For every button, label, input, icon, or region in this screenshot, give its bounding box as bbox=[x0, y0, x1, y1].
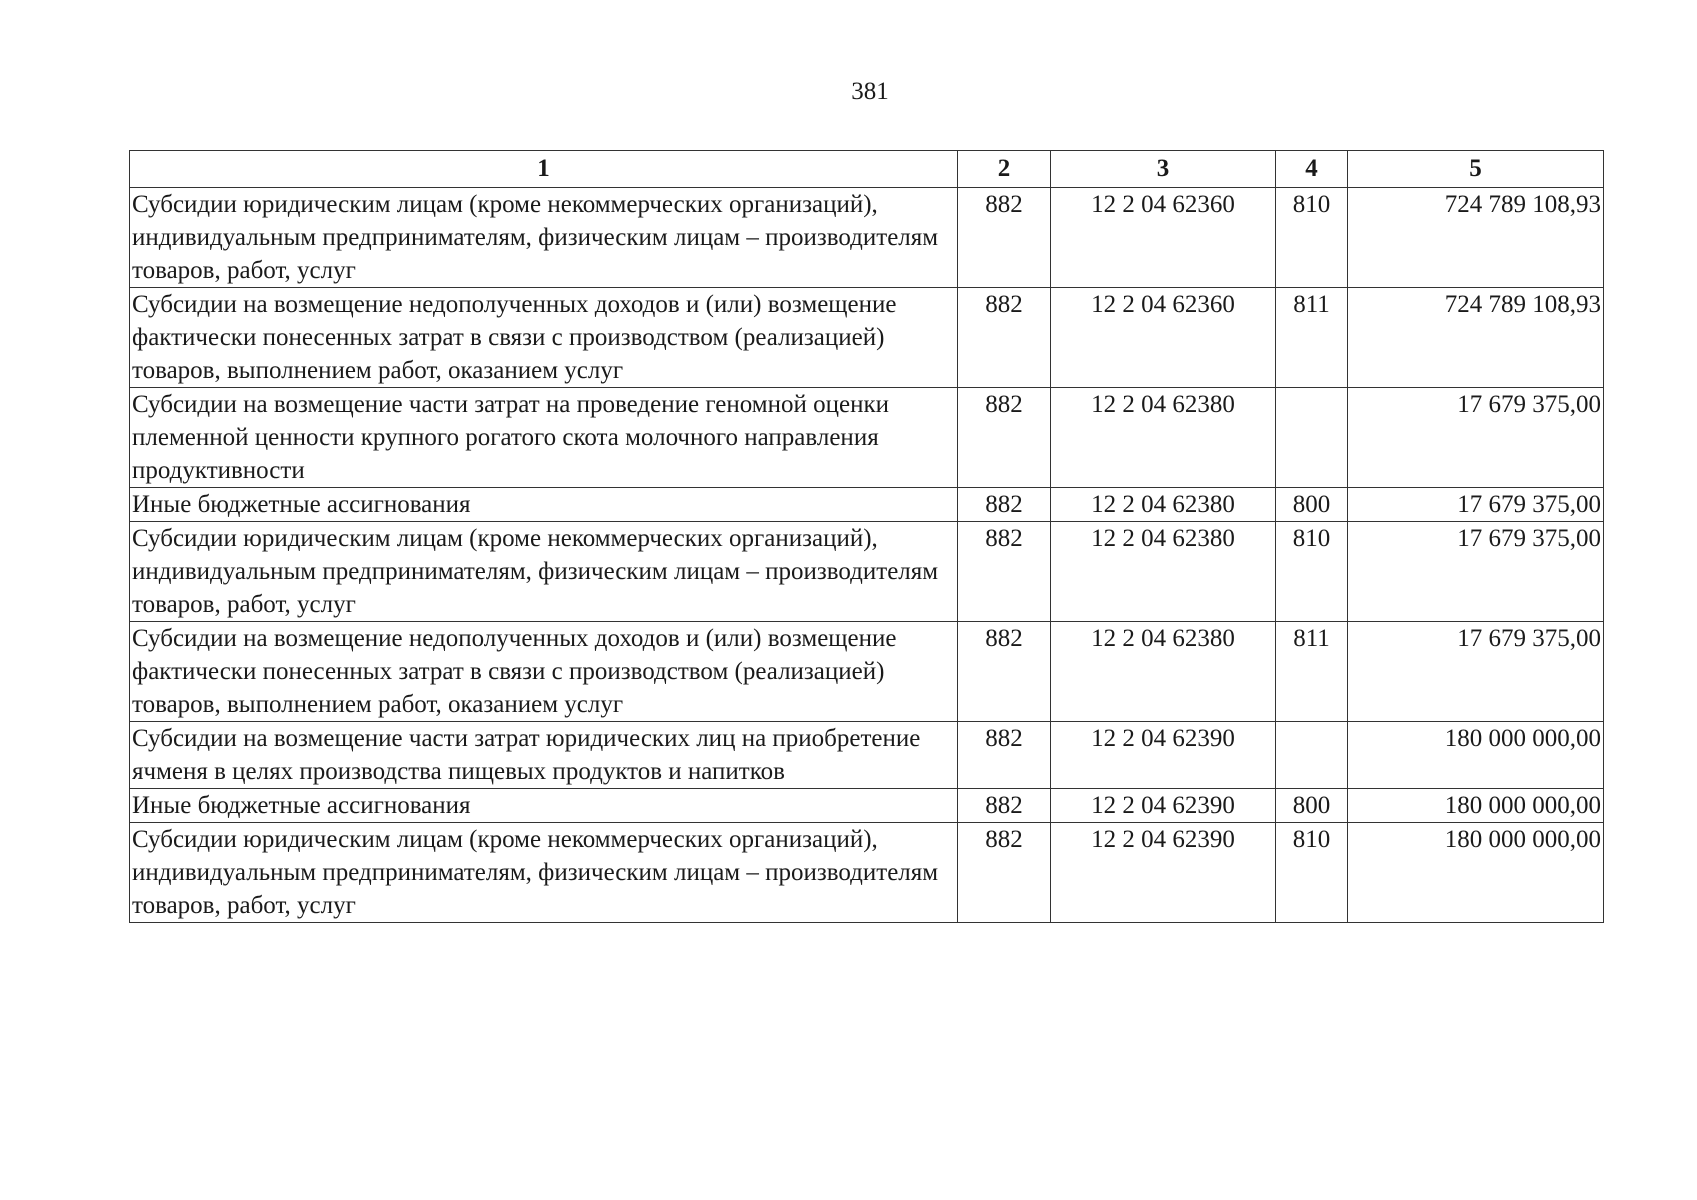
row-vr: 810 bbox=[1276, 823, 1348, 923]
row-amount: 17 679 375,00 bbox=[1348, 622, 1604, 722]
row-csr: 12 2 04 62390 bbox=[1051, 722, 1276, 789]
header-col-4: 4 bbox=[1276, 151, 1348, 188]
row-csr: 12 2 04 62380 bbox=[1051, 622, 1276, 722]
row-csr: 12 2 04 62360 bbox=[1051, 188, 1276, 288]
row-name: Субсидии на возмещение недополученных доходов и (или) возмещение фактически понесенных затрат в связи с производством (реализацией) товаров, выполнением работ, оказанием услуг bbox=[130, 288, 958, 388]
header-col-5: 5 bbox=[1348, 151, 1604, 188]
row-name: Субсидии на возмещение части затрат на проведение геномной оценки племенной ценности крупного рогатого скота молочного направления продуктивности bbox=[130, 388, 958, 488]
row-vr: 811 bbox=[1276, 622, 1348, 722]
row-vr bbox=[1276, 388, 1348, 488]
row-name: Субсидии юридическим лицам (кроме некоммерческих организаций), индивидуальным предпринимателям, физическим лицам – производителям товаров, работ, услуг bbox=[130, 823, 958, 923]
row-ved: 882 bbox=[958, 388, 1051, 488]
budget-table bbox=[129, 150, 1604, 923]
row-amount: 180 000 000,00 bbox=[1348, 789, 1604, 823]
table-row bbox=[130, 388, 1604, 488]
row-csr: 12 2 04 62380 bbox=[1051, 522, 1276, 622]
row-amount: 17 679 375,00 bbox=[1348, 522, 1604, 622]
row-ved: 882 bbox=[958, 622, 1051, 722]
table-row bbox=[130, 522, 1604, 622]
table-row bbox=[130, 622, 1604, 722]
row-ved: 882 bbox=[958, 288, 1051, 388]
row-name: Субсидии на возмещение части затрат юридических лиц на приобретение ячменя в целях производства пищевых продуктов и напитков bbox=[130, 722, 958, 789]
table-row bbox=[130, 823, 1604, 923]
row-vr: 810 bbox=[1276, 522, 1348, 622]
row-name: Субсидии юридическим лицам (кроме некоммерческих организаций), индивидуальным предпринимателям, физическим лицам – производителям товаров, работ, услуг bbox=[130, 522, 958, 622]
row-csr: 12 2 04 62380 bbox=[1051, 388, 1276, 488]
table-row bbox=[130, 288, 1604, 388]
row-amount: 17 679 375,00 bbox=[1348, 388, 1604, 488]
row-amount: 180 000 000,00 bbox=[1348, 722, 1604, 789]
table-row bbox=[130, 188, 1604, 288]
row-vr: 800 bbox=[1276, 488, 1348, 522]
row-csr: 12 2 04 62390 bbox=[1051, 823, 1276, 923]
table-row bbox=[130, 789, 1604, 823]
row-name: Иные бюджетные ассигнования bbox=[130, 488, 958, 522]
header-col-3: 3 bbox=[1051, 151, 1276, 188]
row-amount: 724 789 108,93 bbox=[1348, 288, 1604, 388]
table-header-row bbox=[130, 151, 1604, 188]
table-row bbox=[130, 488, 1604, 522]
row-name: Иные бюджетные ассигнования bbox=[130, 789, 958, 823]
row-vr: 810 bbox=[1276, 188, 1348, 288]
row-amount: 17 679 375,00 bbox=[1348, 488, 1604, 522]
row-csr: 12 2 04 62380 bbox=[1051, 488, 1276, 522]
row-csr: 12 2 04 62360 bbox=[1051, 288, 1276, 388]
row-ved: 882 bbox=[958, 722, 1051, 789]
row-ved: 882 bbox=[958, 188, 1051, 288]
row-amount: 180 000 000,00 bbox=[1348, 823, 1604, 923]
row-ved: 882 bbox=[958, 522, 1051, 622]
row-ved: 882 bbox=[958, 823, 1051, 923]
row-csr: 12 2 04 62390 bbox=[1051, 789, 1276, 823]
table-row bbox=[130, 722, 1604, 789]
row-name: Субсидии юридическим лицам (кроме некоммерческих организаций), индивидуальным предпринимателям, физическим лицам – производителям товаров, работ, услуг bbox=[130, 188, 958, 288]
page-number: 381 bbox=[851, 78, 889, 105]
row-ved: 882 bbox=[958, 488, 1051, 522]
row-name: Субсидии на возмещение недополученных доходов и (или) возмещение фактически понесенных затрат в связи с производством (реализацией) товаров, выполнением работ, оказанием услуг bbox=[130, 622, 958, 722]
row-vr: 811 bbox=[1276, 288, 1348, 388]
row-vr bbox=[1276, 722, 1348, 789]
row-vr: 800 bbox=[1276, 789, 1348, 823]
row-ved: 882 bbox=[958, 789, 1051, 823]
row-amount: 724 789 108,93 bbox=[1348, 188, 1604, 288]
header-col-1: 1 bbox=[130, 151, 958, 188]
header-col-2: 2 bbox=[958, 151, 1051, 188]
